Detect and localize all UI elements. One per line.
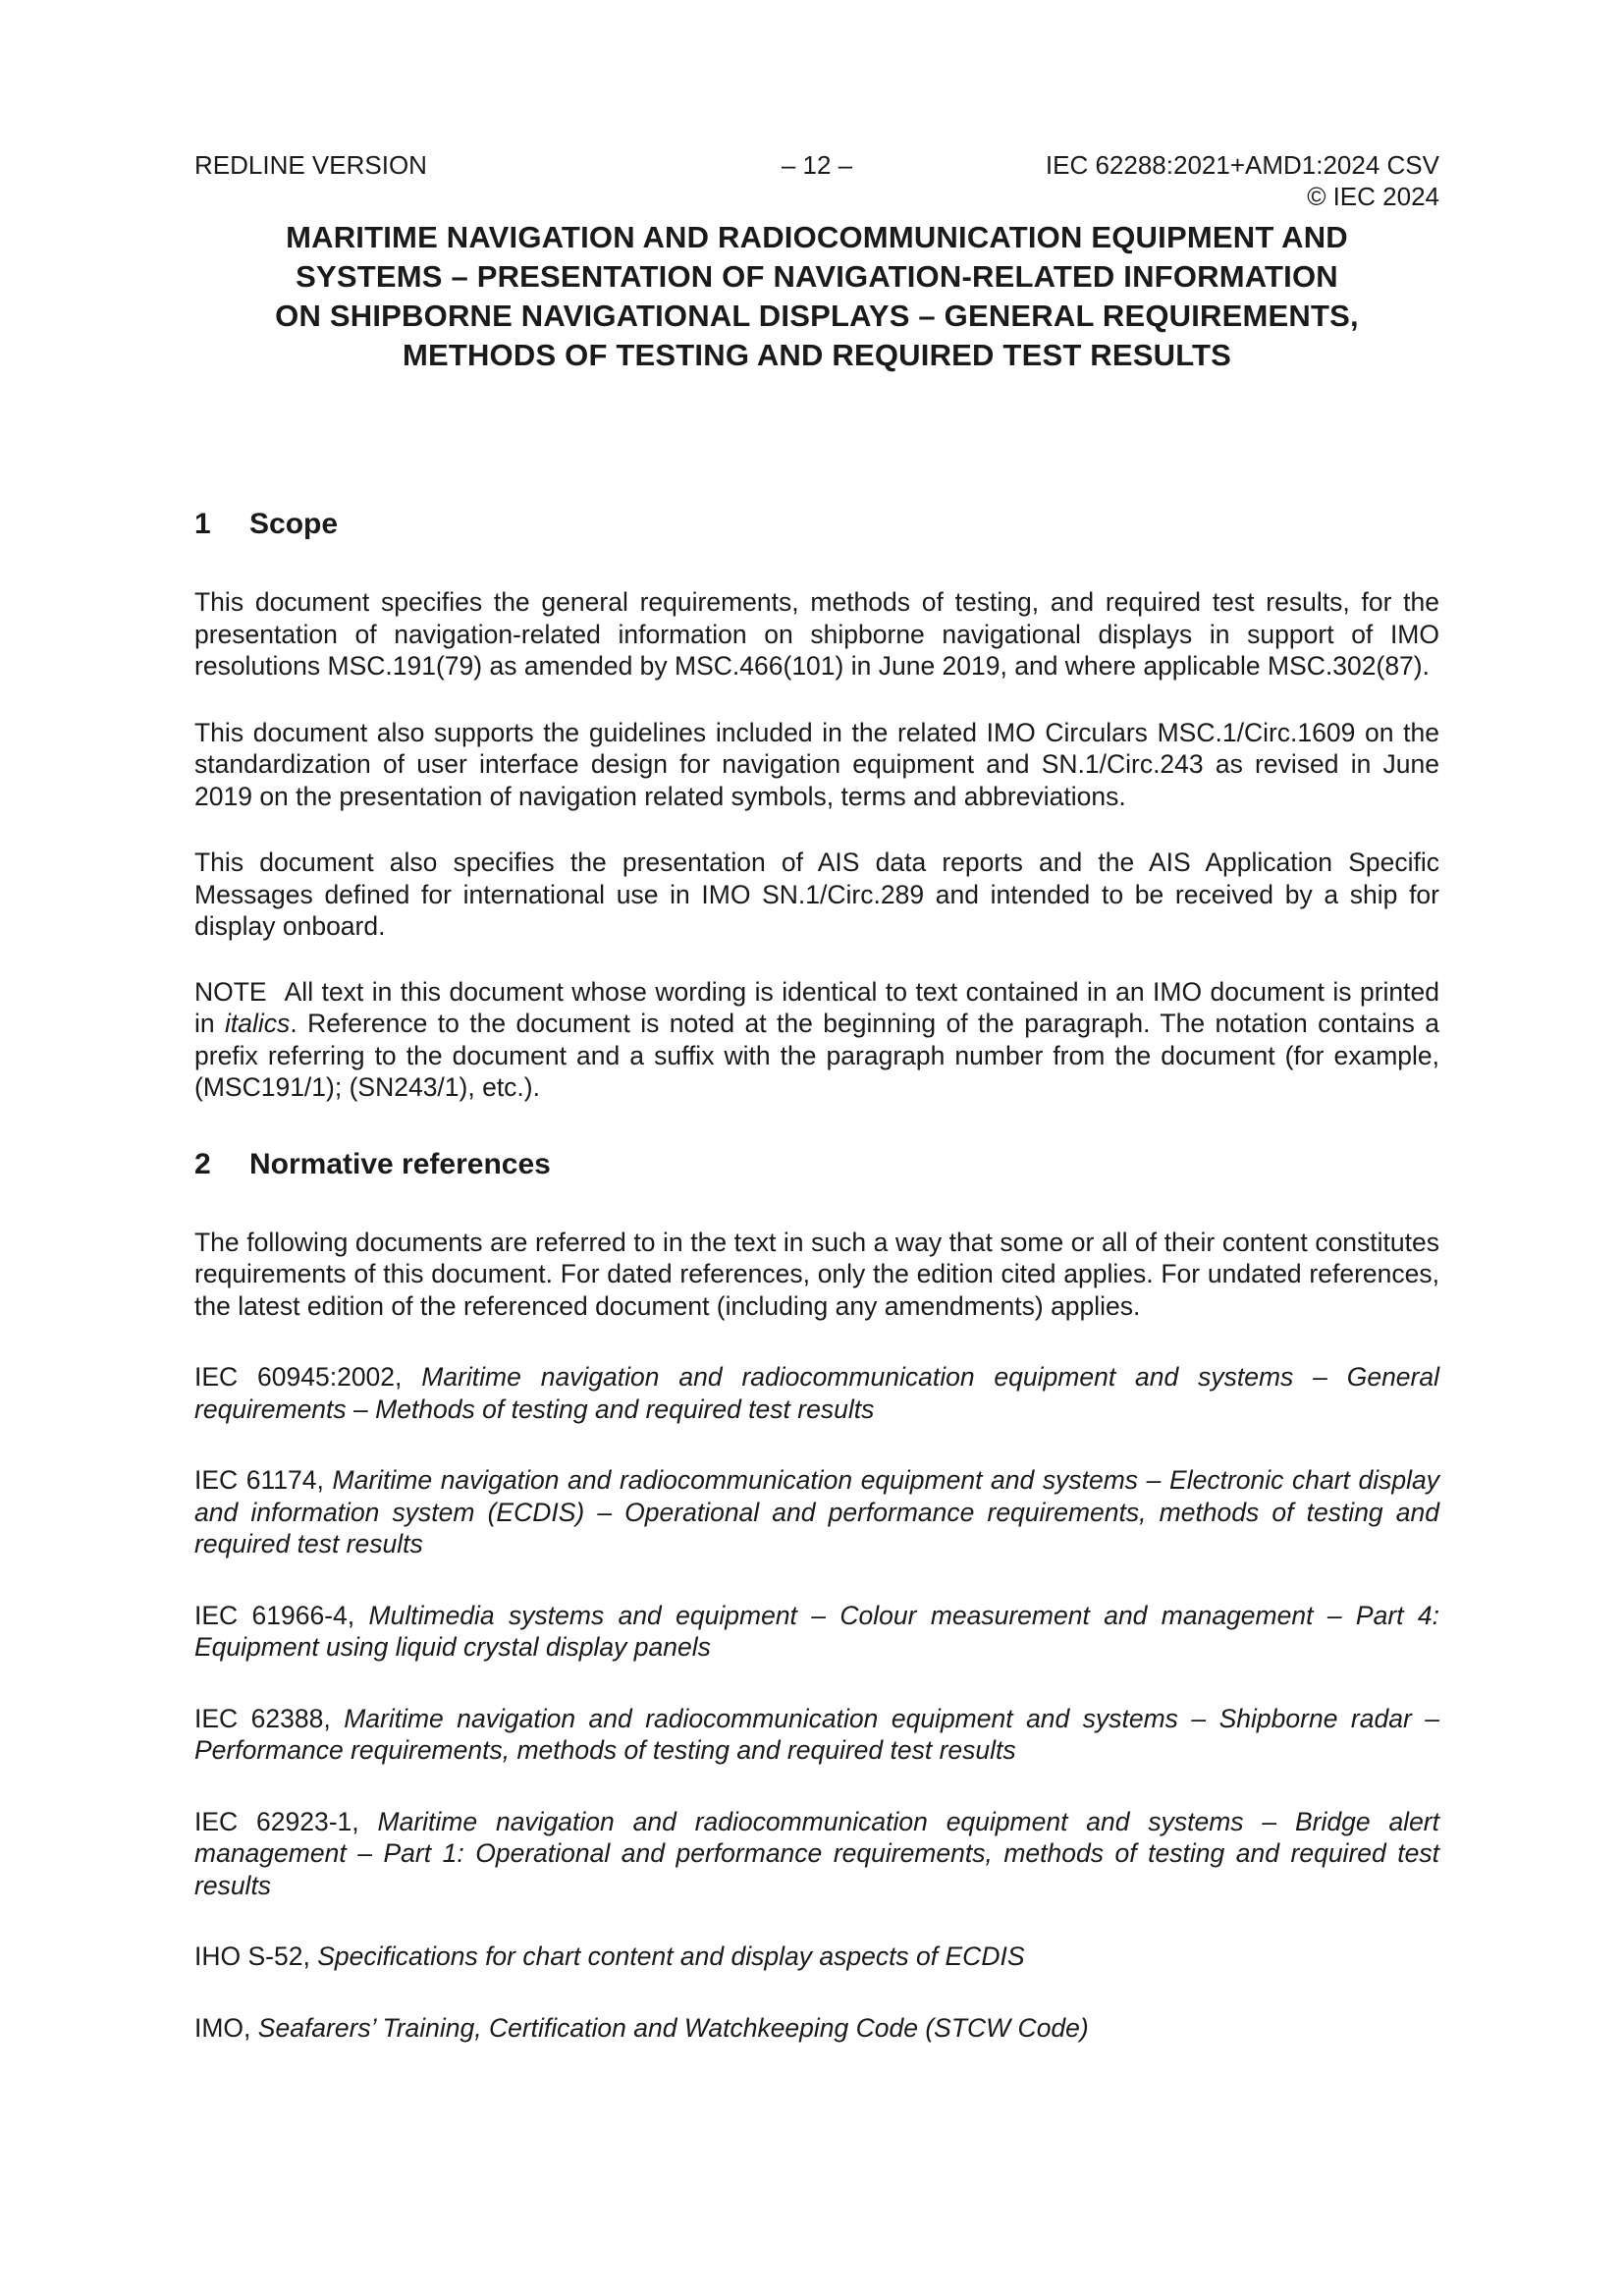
normative-intro: The following documents are referred to in the text in such a way that some or all of their content constitutes requirements of this document. For dated references, only the edition cited applies. For undated references, the latest edition of the referenced document (including any amendments) applies. <box>194 1227 1439 1321</box>
scope-paragraph-1: This document specifies the general requirements, methods of testing, and required test results, for the presentation of navigation-related information on shipborne navigational displays in support of IMO resolutions MSC.191(79) as amended by MSC.466(101) in June 2019, and where applicable MSC.302(87). <box>194 587 1439 681</box>
reference-title: Maritime navigation and radiocommunication equipment and systems – Bridge alert management – Part 1: Operational and performance requirements, methods of testing and required test results <box>194 1806 1439 1900</box>
note-italic-word: italics <box>225 1009 291 1038</box>
page-header <box>194 149 1439 212</box>
reference-id: IEC 60945:2002, <box>194 1362 403 1392</box>
document-title-line: METHODS OF TESTING AND REQUIRED TEST RESULTS <box>402 338 1232 372</box>
clause-number: 2 <box>194 1147 211 1180</box>
document-title-line: MARITIME NAVIGATION AND RADIOCOMMUNICATION EQUIPMENT AND <box>286 220 1348 254</box>
reference-title: Maritime navigation and radiocommunication equipment and systems – General requirements – Methods of testing and required test results <box>194 1362 1439 1424</box>
reference-item <box>194 1464 1439 1560</box>
reference-item <box>194 1361 1439 1425</box>
reference-title: Maritime navigation and radiocommunication equipment and systems – Electronic chart display and information system (ECDIS) – Operational and performance requirements, methods of testing and required test results <box>194 1465 1439 1558</box>
reference-item <box>194 1600 1439 1664</box>
document-title-line: SYSTEMS – PRESENTATION OF NAVIGATION-RELATED INFORMATION <box>296 259 1338 294</box>
document-title <box>194 218 1439 375</box>
header-version-label: REDLINE VERSION <box>194 150 427 180</box>
reference-title: Multimedia systems and equipment – Colour measurement and management – Part 4: Equipment using liquid crystal display panels <box>194 1600 1440 1662</box>
reference-id: IEC 61966-4, <box>194 1600 355 1630</box>
reference-item <box>194 1806 1439 1902</box>
scope-paragraph-2: This document also supports the guidelines included in the related IMO Circulars MSC.1/Circ.1609 on the standardization of user interface design for navigation equipment and SN.1/Circ.243 as revised in June 2019 on the presentation of navigation related symbols, terms and abbreviations. <box>194 717 1439 811</box>
reference-item <box>194 2012 1439 2045</box>
reference-id: IEC 62388, <box>194 1703 331 1733</box>
document-title-line: ON SHIPBORNE NAVIGATIONAL DISPLAYS – GENERAL REQUIREMENTS, <box>275 299 1359 333</box>
header-standard-number: IEC 62288:2021+AMD1:2024 CSV <box>1045 150 1439 180</box>
scope-heading <box>194 507 1439 542</box>
note-text-continued: . Reference to the document is noted at the beginning of the paragraph. The notation contains a prefix referring to the document and a suffix with the paragraph number from the document (for example, (MSC191/1); (SN243/1), etc.). <box>194 1009 1439 1102</box>
header-standard-id <box>1027 149 1439 212</box>
reference-id: IEC 62923-1, <box>194 1806 359 1836</box>
clause-title: Normative references <box>249 1147 551 1180</box>
normative-references-heading <box>194 1147 1439 1182</box>
reference-title: Maritime navigation and radiocommunication equipment and systems – Shipborne radar – Performance requirements, methods of testing and required test results <box>194 1703 1439 1765</box>
reference-item <box>194 1941 1439 1973</box>
scope-note <box>194 976 1439 1104</box>
note-text: All text in this document whose wording is identical to text contained in an IMO document is printed in <box>194 976 1439 1038</box>
reference-item <box>194 1703 1439 1767</box>
document-page <box>194 149 1439 2044</box>
header-page-number: – 12 – <box>781 150 853 180</box>
note-label: NOTE <box>194 976 267 1007</box>
reference-id: IHO S-52, <box>194 1941 310 1971</box>
reference-id: IMO, <box>194 2012 251 2043</box>
scope-paragraph-3: This document also specifies the presentation of AIS data reports and the AIS Application Specific Messages defined for international use in IMO SN.1/Circ.289 and intended to be received by a ship for display onboard. <box>194 847 1439 941</box>
reference-title: Specifications for chart content and display aspects of ECDIS <box>317 1941 1025 1971</box>
clause-title: Scope <box>249 508 339 540</box>
clause-number: 1 <box>194 508 211 540</box>
header-copyright: © IEC 2024 <box>1307 182 1439 211</box>
reference-id: IEC 61174, <box>194 1465 324 1495</box>
reference-title: Seafarers’ Training, Certification and Watchkeeping Code (STCW Code) <box>257 2012 1089 2043</box>
